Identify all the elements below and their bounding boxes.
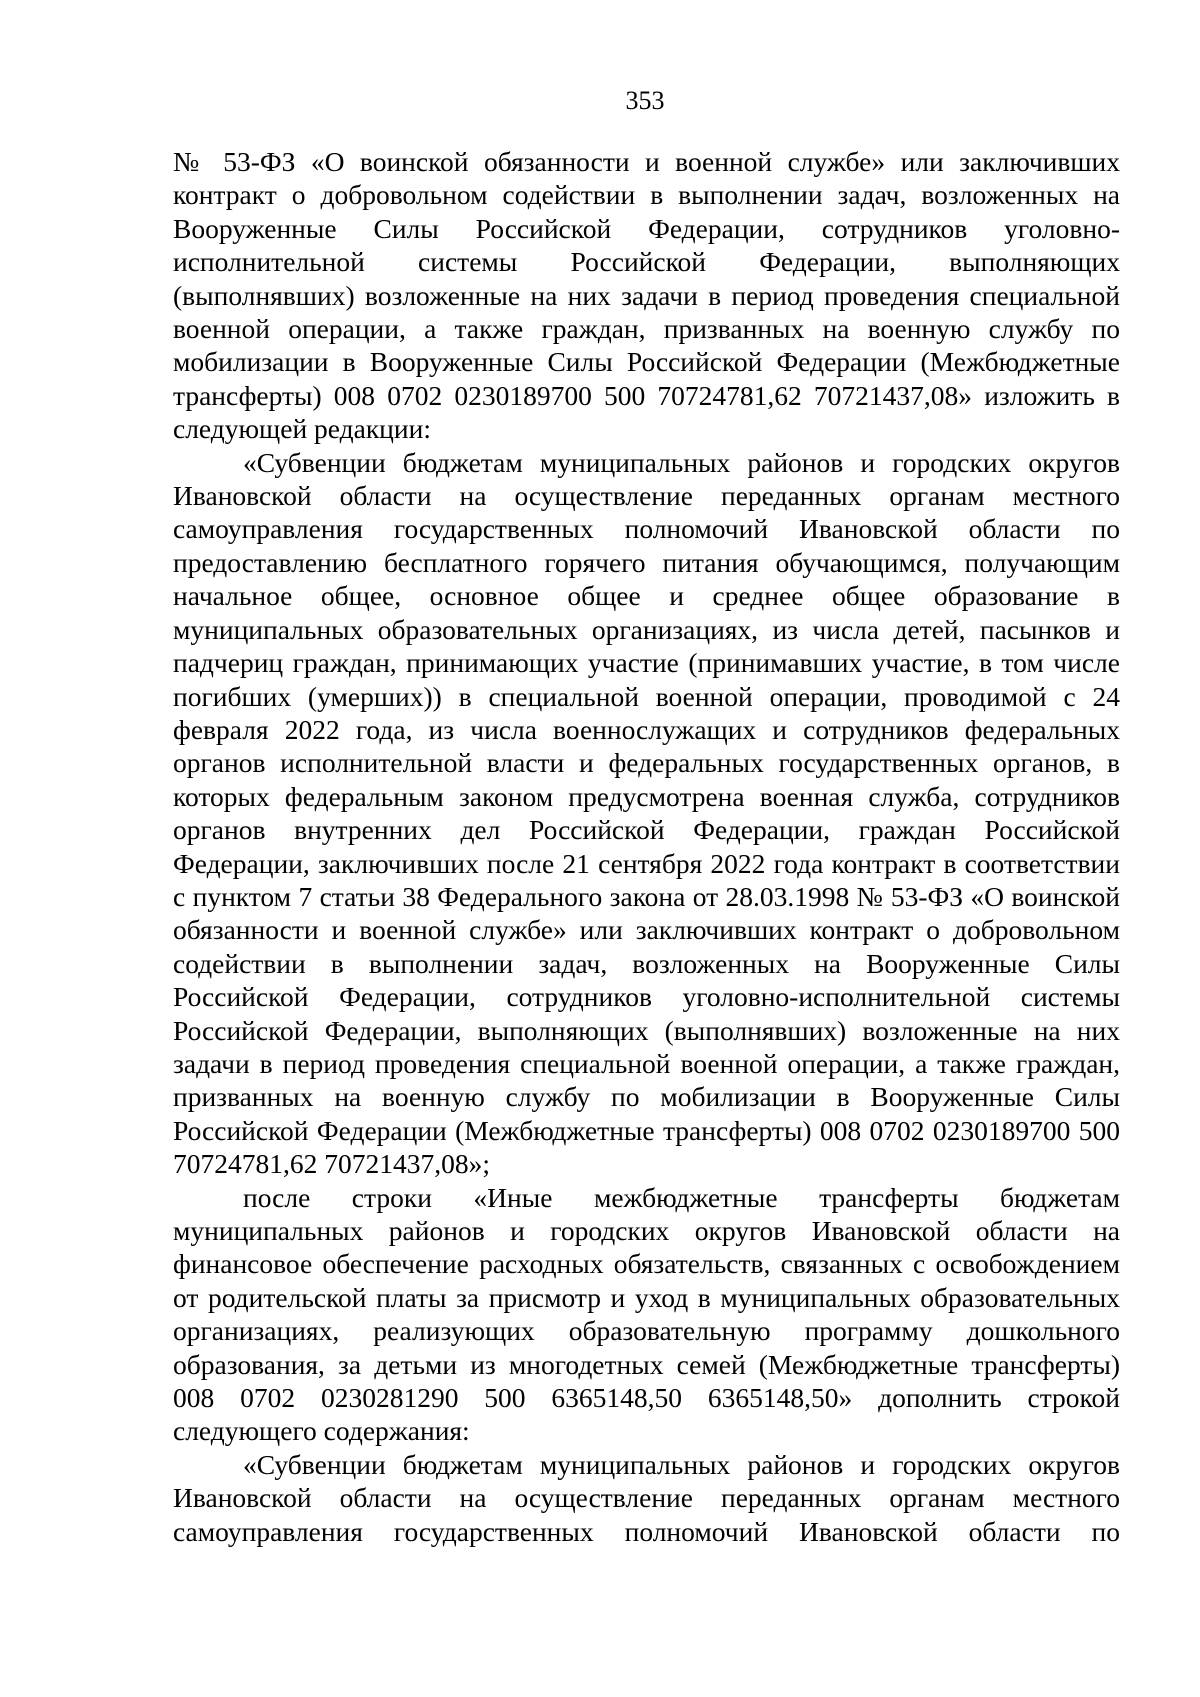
paragraph-subvention-new-edition: «Субвенции бюджетам муниципальных районов и городских округов Ивановской области на осуществление переданных органам местного самоуправления государственных полномочий Ивановской области по предоставлению бесплатного горячего питания обучающимся, получающим начальное общее, основное общее и среднее общее образование в муниципальных образовательных организациях, из числа детей, пасынков и падчериц граждан, принимающих участие (принимавших участие, в том числе погибших (умерших)) в специальной военной операции, проводимой с 24 февраля 2022 года, из числа военнослужащих и сотрудников федеральных органов исполнительной власти и федеральных государственных органов, в которых федеральным законом предусмотрена военная служба, сотрудников органов внутренних дел Российской Федерации, граждан Российской Федерации, заключивших после 21 сентября 2022 года контракт в соответствии с пунктом 7 статьи 38 Федерального закона от 28.03.1998 № 53-ФЗ «О воинской обязанности и военной службе» или заключивших контракт о добровольном содействии в выполнении задач, возложенных на Вооруженные Силы Российской Федерации, сотрудников уголовно-исполнительной системы Российской Федерации, выполняющих (выполнявших) возложенные на них задачи в период проведения специальной военной операции, а также граждан, призванных на военную службу по мобилизации в Вооруженные Силы Российской Федерации (Межбюджетные трансферты) 008 0702 0230189700 500 70724781,62 70721437,08»; bbox=[173, 446, 1120, 1180]
document-body bbox=[173, 145, 1120, 1548]
paragraph-subvention-addition: «Субвенции бюджетам муниципальных районов и городских округов Ивановской области на осуществление переданных органам местного самоуправления государственных полномочий Ивановской области по bbox=[173, 1448, 1120, 1547]
paragraph-continuation: № 53-ФЗ «О воинской обязанности и военной службе» или заключивших контракт о добровольном содействии в выполнении задач, возложенных на Вооруженные Силы Российской Федерации, сотрудников уголовно-исполнительной системы Российской Федерации, выполняющих (выполнявших) возложенные на них задачи в период проведения специальной военной операции, а также граждан, призванных на военную службу по мобилизации в Вооруженные Силы Российской Федерации (Межбюджетные трансферты) 008 0702 0230189700 500 70724781,62 70721437,08» изложить в следующей редакции: bbox=[173, 146, 1120, 445]
paragraph-after-line: после строки «Иные межбюджетные трансферты бюджетам муниципальных районов и городских округов Ивановской области на финансовое обеспечение расходных обязательств, связанных с освобождением от родительской платы за присмотр и уход в муниципальных образовательных организациях, реализующих образовательную программу дошкольного образования, за детьми из многодетных семей (Межбюджетные трансферты) 008 0702 0230281290 500 6365148,50 6365148,50» дополнить строкой следующего содержания: bbox=[173, 1181, 1120, 1447]
page-number: 353 bbox=[625, 86, 665, 115]
